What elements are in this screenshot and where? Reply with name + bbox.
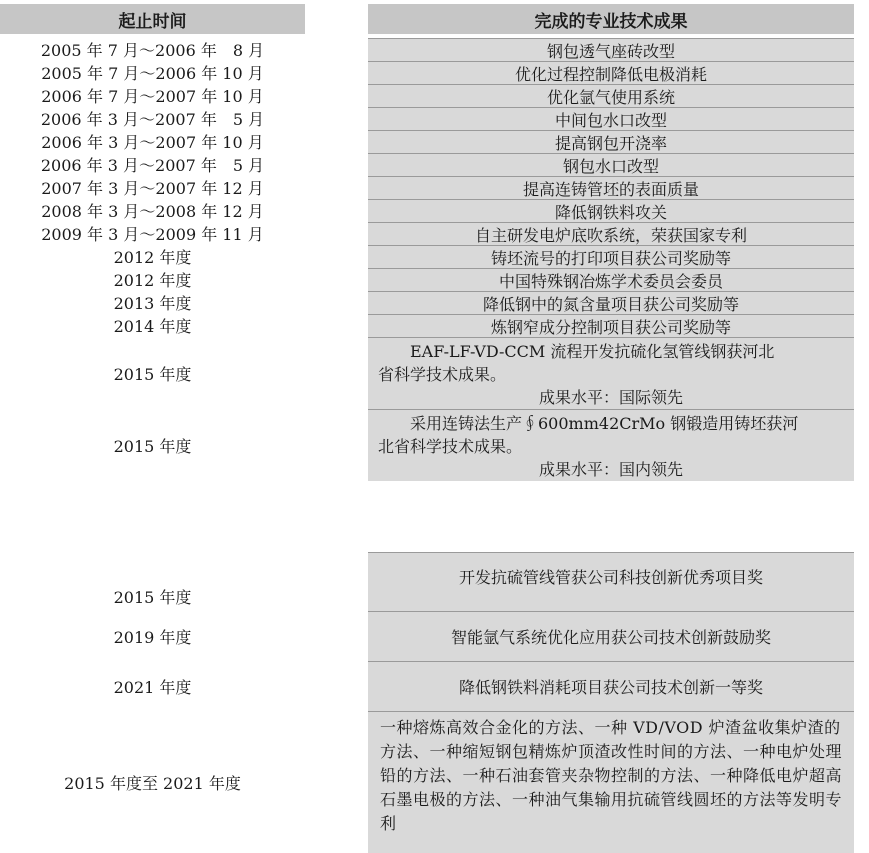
time-cell: 2015 年度 [113,588,192,607]
achievement-cell [368,337,854,409]
table-row [0,130,869,153]
achievement-cell: 优化氩气使用系统 [368,84,854,107]
table-row [0,199,869,222]
time-cell: 2008 年 3 月～2008 年 12 月 [41,202,264,221]
time-cell: 2006 年 7 月～2007 年 10 月 [41,87,264,106]
table-row [0,107,869,130]
table-row [0,222,869,245]
achievement-line: 采用连铸法生产∮600mm42CrMo 钢锻造用铸坯获河 [378,414,799,433]
table-row [0,337,869,409]
table-row [0,38,869,61]
achievement-cell: 钢包透气座砖改型 [368,38,854,61]
achievement-cell: 开发抗硫管线管获公司科技创新优秀项目奖 [368,552,854,611]
achievement-cell: 炼钢窄成分控制项目获公司奖励等 [368,314,854,337]
time-cell: 2015 年度 [113,436,192,456]
achievement-cell: 提高钢包开浇率 [368,130,854,153]
table-row [0,61,869,84]
table-row [0,552,869,611]
table-row [0,268,869,291]
table-row [0,245,869,268]
header-achievement: 完成的专业技术成果 [368,4,854,34]
achievement-cell: 提高连铸管坯的表面质量 [368,176,854,199]
table-row [0,291,869,314]
achievement-cell: 中国特殊钢冶炼学术委员会委员 [368,268,854,291]
header-time: 起止时间 [0,4,305,34]
achievement-level: 成果水平：国际领先 [538,388,683,407]
achievement-cell: 铸坯流号的打印项目获公司奖励等 [368,245,854,268]
table-row [0,409,869,481]
time-cell: 2006 年 3 月～2007 年 10 月 [41,133,264,152]
table-row [0,153,869,176]
table-row [0,176,869,199]
time-cell: 2005 年 7 月～2006 年 10 月 [41,64,264,83]
time-cell: 2012 年度 [113,248,192,267]
achievement-level: 成果水平：国内领先 [538,460,683,479]
time-cell: 2019 年度 [113,627,192,647]
achievement-line: EAF-LF-VD-CCM 流程开发抗硫化氢管线钢获河北 [378,342,775,361]
time-cell: 2014 年度 [113,317,192,336]
time-cell: 2015 年度 [113,364,192,384]
time-cell: 2007 年 3 月～2007 年 12 月 [41,179,264,198]
time-cell: 2009 年 3 月～2009 年 11 月 [41,225,264,244]
time-cell: 2013 年度 [113,294,192,313]
achievement-cell: 一种熔炼高效合金化的方法、一种 VD/VOD 炉渣盆收集炉渣的方法、一种缩短钢包精炼炉顶渣改性时间的方法、一种电炉处理铅的方法、一种石油套管夹杂物控制的方法、一种降低电炉超高石墨电极的方法、一种油气集输用抗硫管线圆坯的方法等发明专利 [368,711,854,853]
achievement-cell [368,409,854,481]
time-cell: 2006 年 3 月～2007 年 5 月 [40,110,265,129]
time-cell: 2012 年度 [113,271,192,290]
achievement-cell: 降低钢铁料消耗项目获公司技术创新一等奖 [368,661,854,711]
achievement-line: 省科学技术成果。 [378,365,507,384]
achievement-cell: 降低钢中的氮含量项目获公司奖励等 [368,291,854,314]
achievement-line: 北省科学技术成果。 [378,437,523,456]
table-row [0,711,869,853]
achievement-cell: 优化过程控制降低电极消耗 [368,61,854,84]
achievement-cell: 自主研发电炉底吹系统，荣获国家专利 [368,222,854,245]
achievement-cell: 钢包水口改型 [368,153,854,176]
achievement-cell: 智能氩气系统优化应用获公司技术创新鼓励奖 [368,611,854,661]
time-cell: 2015 年度至 2021 年度 [64,773,241,793]
table-row [0,314,869,337]
achievement-cell: 降低钢铁料攻关 [368,199,854,222]
achievement-cell: 中间包水口改型 [368,107,854,130]
time-cell: 2005 年 7 月～2006 年 8 月 [40,41,265,60]
table-row [0,84,869,107]
time-cell: 2006 年 3 月～2007 年 5 月 [40,156,265,175]
table-row [0,611,869,661]
time-cell: 2021 年度 [113,677,192,697]
table-row [0,661,869,711]
